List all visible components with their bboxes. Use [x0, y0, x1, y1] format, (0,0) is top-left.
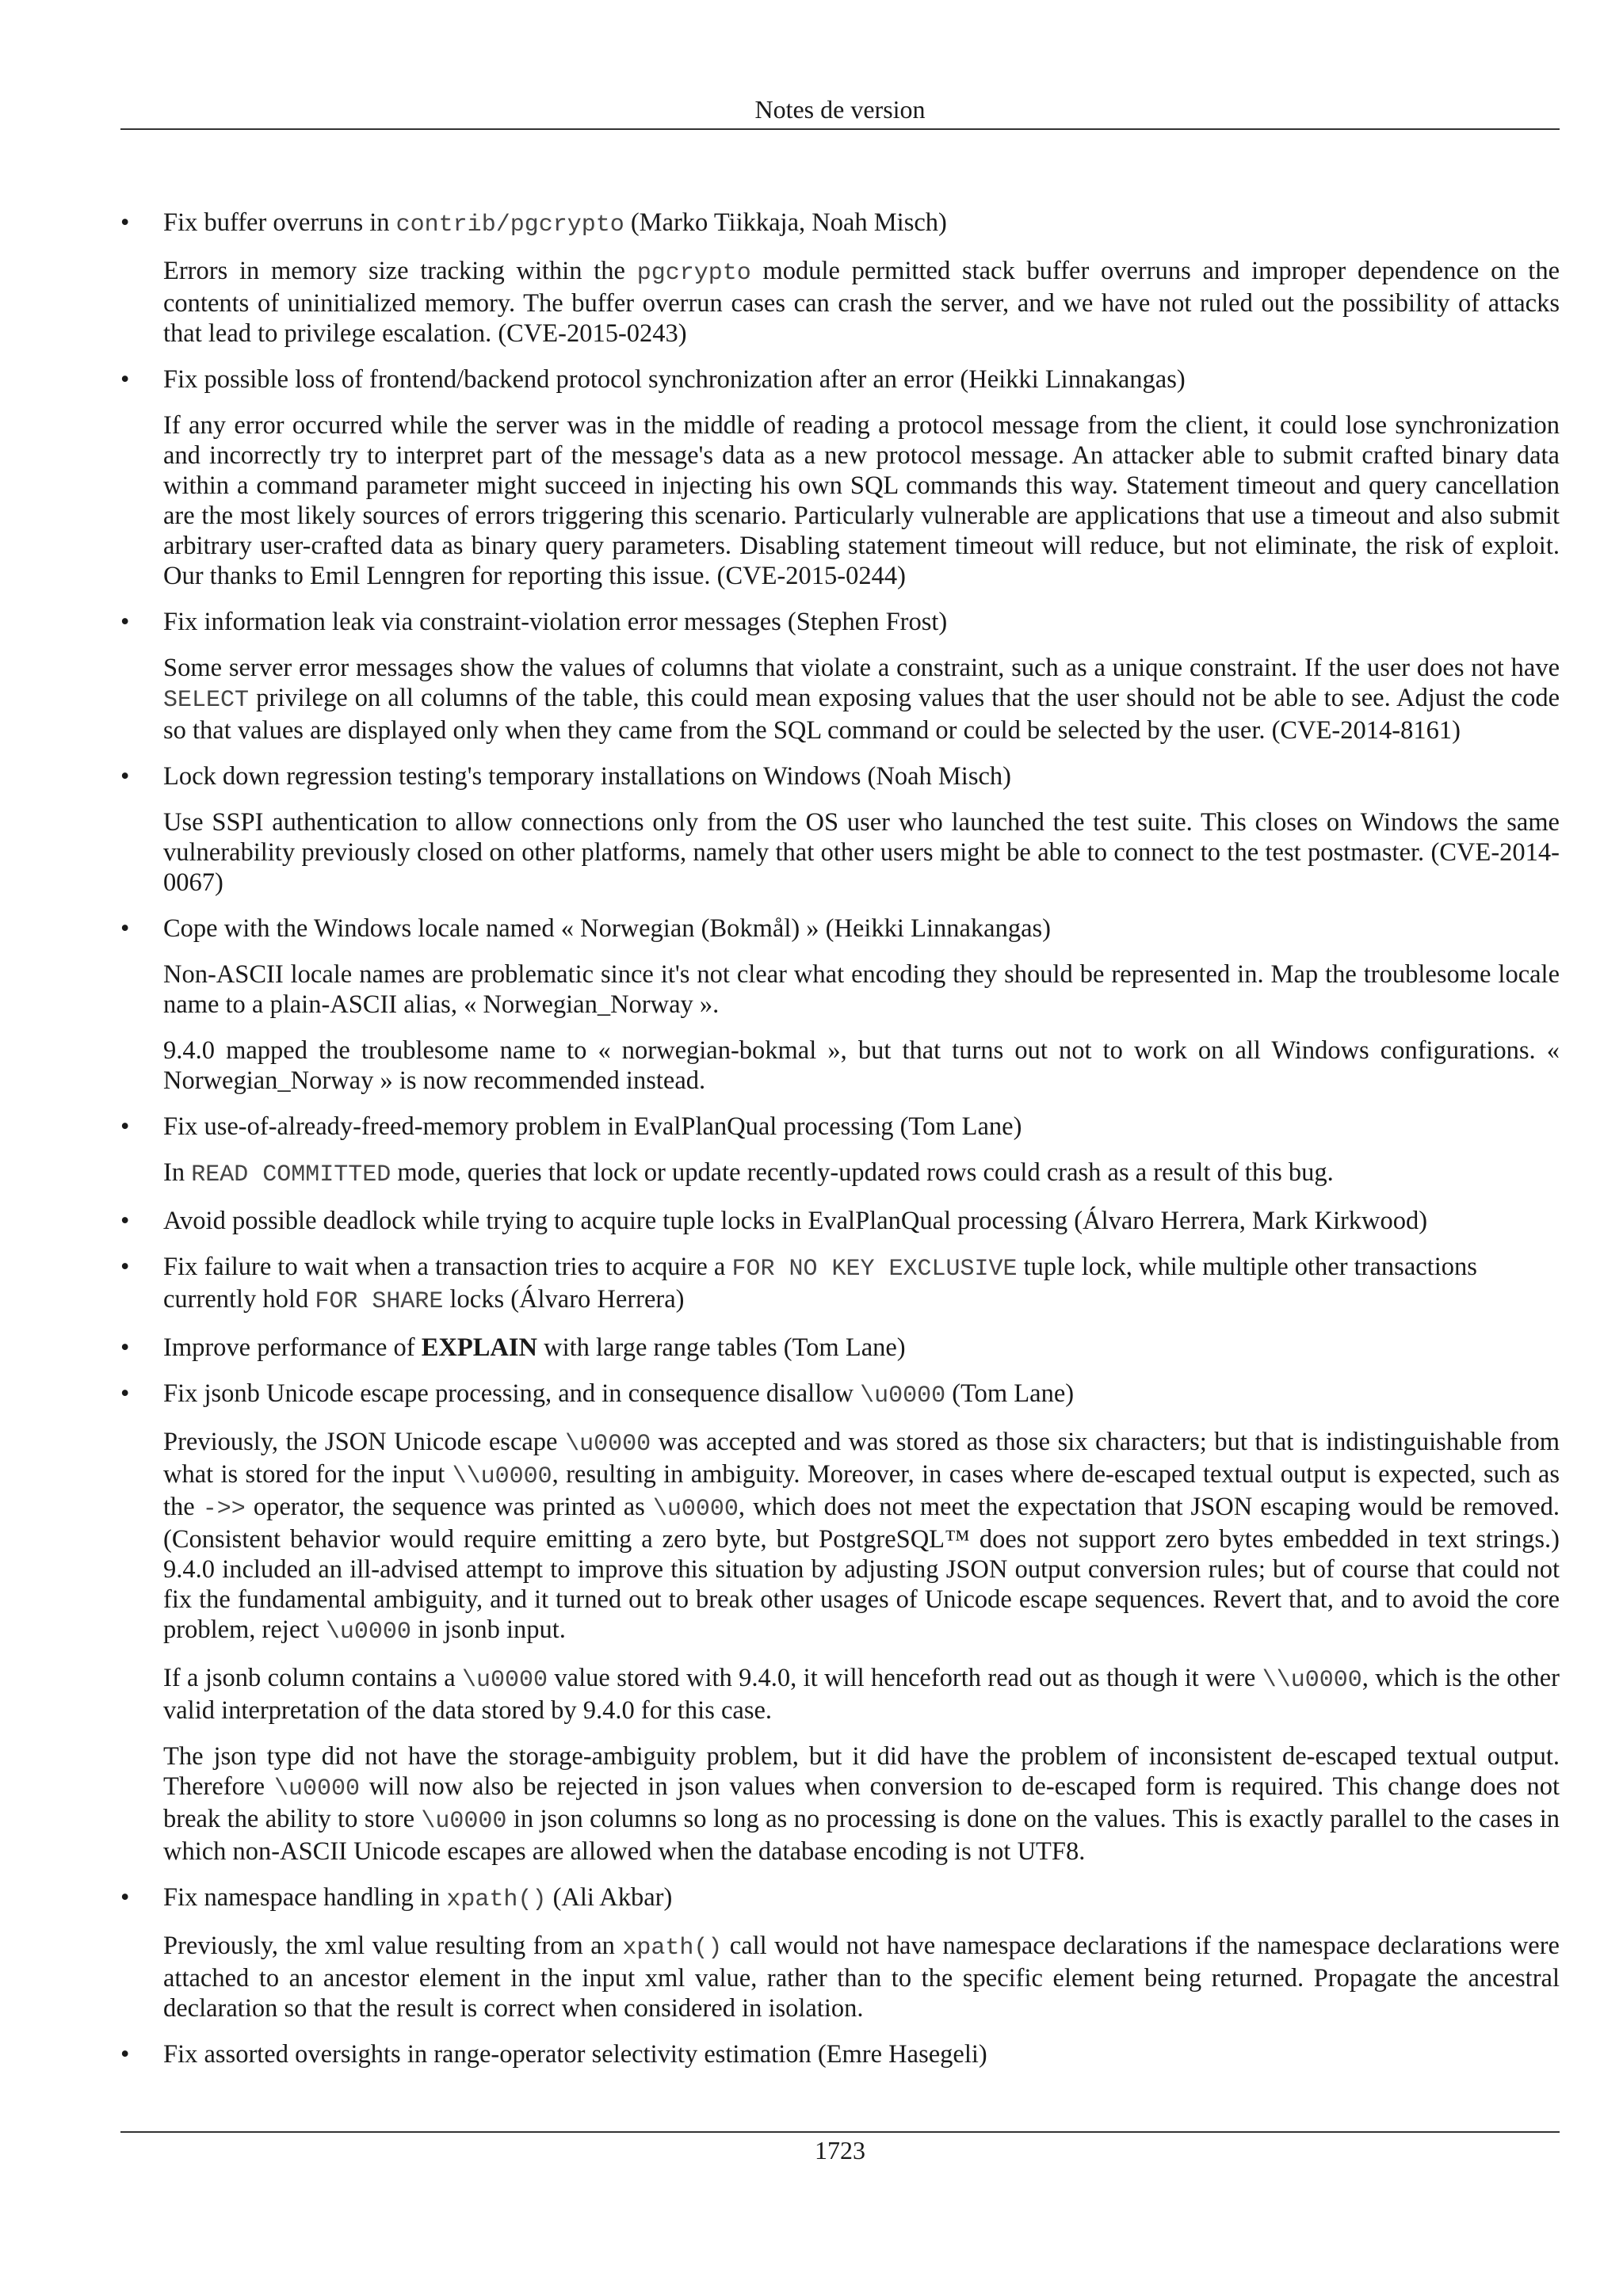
bullet-icon: •: [120, 365, 130, 394]
list-item: [120, 208, 1560, 349]
code-span: \\u0000: [452, 1463, 552, 1490]
item-title: Cope with the Windows locale named « Norwegian (Bokmål) » (Heikki Linnakangas): [163, 914, 1051, 943]
bullet-icon: •: [120, 1333, 130, 1362]
bullet-icon: •: [120, 208, 130, 237]
item-title: Fix jsonb Unicode escape processing, and in consequence disallow \u0000 (Tom Lane): [163, 1379, 1075, 1409]
code-span: \u0000: [652, 1496, 739, 1523]
list-item: [120, 1252, 1560, 1317]
item-description: Previously, the xml value resulting from an xpath() call would not have namespace declarations if the namespace declarations were attached to an ancestor element in the input xml value, rather than to the specific element being returned. Propagate the ancestral declaration so that the result is correct when considered in isolation.: [163, 1932, 1560, 2023]
item-description: In READ COMMITTED mode, queries that lock or update recently-updated rows could crash as a result of this bug.: [163, 1158, 1334, 1188]
code-span: \u0000: [462, 1667, 548, 1694]
item-title: Fix buffer overruns in contrib/pgcrypto (Marko Tiikkaja, Noah Misch): [163, 208, 947, 238]
code-span: \\u0000: [1262, 1667, 1362, 1694]
list-item: [120, 364, 1560, 591]
running-header: Notes de version: [754, 95, 926, 124]
bullet-icon: •: [120, 1112, 130, 1141]
item-description: Use SSPI authentication to allow connections only from the OS user who launched the test suite. This closes on Windows the same vulnerability previously closed on other platforms, namely that other users might be able to connect to the test postmaster. (CVE-2014-0067): [163, 808, 1560, 897]
bullet-icon: •: [120, 608, 130, 636]
item-title: Fix failure to wait when a transaction tries to acquire a FOR NO KEY EXCLUSIVE tuple lock, while multiple other transactions currently hold FOR SHARE locks (Álvaro Herrera): [163, 1253, 1477, 1315]
item-description: Previously, the JSON Unicode escape \u0000 was accepted and was stored as those six characters; but that is indistinguishable from what is stored for the input \\u0000, resulting in ambiguity. Moreover, in cases where de-escaped textual output is expected, such as the ->> operator, the sequence was printed as \u0000, which does not meet the expectation that JSON escaping would be removed. (Consistent behavior would require emitting a zero byte, but PostgreSQL™ does not support zero bytes embedded in text strings.) 9.4.0 included an ill-advised attempt to improve this situation by adjusting JSON output conversion rules; but of course that could not fix the fundamental ambiguity, and it turned out to break other usages of Unicode escape sequences. Revert that, and to avoid the core problem, reject \u0000 in jsonb input.: [163, 1428, 1560, 1646]
list-item: [120, 607, 1560, 746]
code-span: pgcrypto: [636, 260, 751, 287]
list-item: [120, 1112, 1560, 1190]
bullet-icon: •: [120, 762, 130, 791]
bullet-icon: •: [120, 1207, 130, 1235]
code-span: xpath(): [446, 1886, 547, 1913]
item-description: Non-ASCII locale names are problematic since it's not clear what encoding they should be represented in. Map the troublesome locale name to a plain-ASCII alias, « Norwegian_Norway ».: [163, 960, 1560, 1019]
list-item: [120, 2039, 1560, 2069]
item-title: Lock down regression testing's temporary installations on Windows (Noah Misch): [163, 762, 1011, 791]
item-title: Avoid possible deadlock while trying to acquire tuple locks in EvalPlanQual processing (Álvaro Herrera, Mark Kirkwood): [163, 1207, 1428, 1235]
bullet-icon: •: [120, 1253, 130, 1281]
list-item: [120, 761, 1560, 898]
item-title: Fix namespace handling in xpath() (Ali Akbar): [163, 1883, 673, 1913]
code-span: \u0000: [325, 1619, 411, 1646]
item-description: Some server error messages show the values of columns that violate a constraint, such as a unique constraint. If the user does not have SELECT privilege on all columns of the table, this could mean exposing values that the user should not be able to see. Adjust the code so that values are displayed only when they came from the SQL command or could be selected by the user. (CVE-2014-8161): [163, 654, 1560, 745]
item-description: 9.4.0 mapped the troublesome name to « norwegian-bokmal », but that turns out not to work on all Windows configurations. « Norwegian_Norway » is now recommended instead.: [163, 1036, 1560, 1095]
list-item: [120, 1333, 1560, 1363]
list-item: [120, 1882, 1560, 2023]
code-span: \u0000: [273, 1775, 360, 1802]
list-item: [120, 913, 1560, 1096]
footer-rule: [120, 2131, 1560, 2133]
list-item: [120, 1206, 1560, 1236]
bullet-icon: •: [120, 1379, 130, 1408]
bullet-icon: •: [120, 1883, 130, 1912]
list-item: [120, 1379, 1560, 1867]
header-rule: [120, 128, 1560, 130]
code-span: xpath(): [622, 1935, 723, 1962]
bullet-icon: •: [120, 2040, 130, 2069]
code-span: FOR NO KEY EXCLUSIVE: [731, 1256, 1018, 1283]
code-span: ->>: [202, 1496, 246, 1523]
item-title: Fix information leak via constraint-violation error messages (Stephen Frost): [163, 608, 948, 636]
code-span: FOR SHARE: [315, 1288, 444, 1315]
code-span: contrib/pgcrypto: [395, 212, 624, 238]
bullet-icon: •: [120, 914, 130, 943]
item-title: Fix use-of-already-freed-memory problem in EvalPlanQual processing (Tom Lane): [163, 1112, 1022, 1141]
bold-command: EXPLAIN: [421, 1333, 538, 1362]
code-span: \u0000: [421, 1808, 507, 1835]
page-number: 1723: [815, 2136, 865, 2164]
code-span: READ COMMITTED: [191, 1161, 391, 1188]
item-title: Fix possible loss of frontend/backend protocol synchronization after an error (Heikki Linnakangas): [163, 365, 1186, 394]
item-description: Errors in memory size tracking within the pgcrypto module permitted stack buffer overruns and improper dependence on the contents of uninitialized memory. The buffer overrun cases can crash the server, and we have not ruled out the possibility of attacks that lead to privilege escalation. (CVE-2015-0243): [163, 257, 1560, 348]
item-title: Fix assorted oversights in range-operator selectivity estimation (Emre Hasegeli): [163, 2040, 987, 2069]
code-span: \u0000: [860, 1383, 946, 1409]
release-notes-list: [120, 208, 1560, 2085]
item-title: Improve performance of EXPLAIN with large range tables (Tom Lane): [163, 1333, 906, 1362]
code-span: SELECT: [163, 687, 250, 714]
item-description: If any error occurred while the server was in the middle of reading a protocol message from the client, it could lose synchronization and incorrectly try to interpret part of the message's data as a new protocol message. An attacker able to submit crafted binary data within a command parameter might succeed in injecting his own SQL commands this way. Statement timeout and query cancellation are the most likely sources of errors triggering this scenario. Particularly vulnerable are applications that use a timeout and also submit arbitrary user-crafted data as binary query parameters. Disabling statement timeout will reduce, but not eliminate, the risk of exploit. Our thanks to Emil Lenngren for reporting this issue. (CVE-2015-0244): [163, 411, 1560, 590]
item-description: If a jsonb column contains a \u0000 value stored with 9.4.0, it will henceforth read out as though it were \\u0000, which is the other valid interpretation of the data stored by 9.4.0 for this case.: [163, 1664, 1560, 1725]
item-description: The json type did not have the storage-ambiguity problem, but it did have the problem of inconsistent de-escaped textual output. Therefore \u0000 will now also be rejected in json values when conversion to de-escaped form is required. This change does not break the ability to store \u0000 in json columns so long as no processing is done on the values. This is exactly parallel to the cases in which non-ASCII Unicode escapes are allowed when the database encoding is not UTF8.: [163, 1742, 1560, 1866]
code-span: \u0000: [565, 1431, 651, 1458]
